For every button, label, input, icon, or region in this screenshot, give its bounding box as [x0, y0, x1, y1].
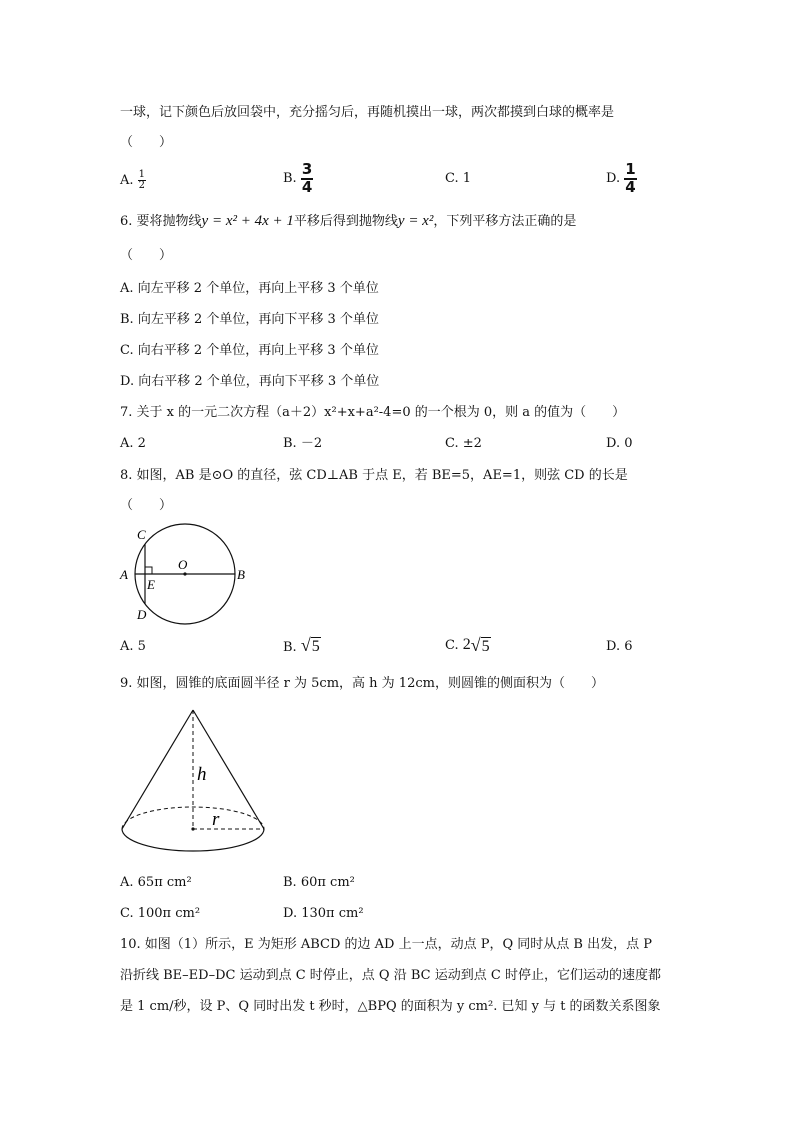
q9-stem: 9. 如图，圆锥的底面圆半径 r 为 5cm，高 h 为 12cm，则圆锥的侧面积为（ ）: [120, 676, 604, 691]
label-d: D: [137, 607, 147, 622]
cone-figure: [115, 705, 275, 855]
q7-stem: 7. 关于 x 的一元二次方程（a＋2）x²+x+a²-4=0 的一个根为 0，则 a 的值为（ ）: [120, 405, 626, 420]
q9-option-b[interactable]: B. 60π cm²: [283, 875, 355, 890]
q5-stem: 一球，记下颜色后放回袋中，充分摇匀后，再随机摸出一球，两次都摸到白球的概率是: [120, 105, 615, 120]
q6-stem: 6. 要将抛物线y = x² + 4x + 1平移后得到抛物线y = x²，下列平移方法正确的是: [120, 213, 577, 229]
center-point: [183, 572, 186, 575]
q8-option-d[interactable]: D. 6: [606, 639, 633, 654]
q5-option-b[interactable]: [283, 162, 313, 195]
q9-option-a[interactable]: A. 65π cm²: [120, 875, 192, 890]
q8-option-a[interactable]: A. 5: [120, 639, 146, 654]
option-label: A.: [120, 173, 134, 188]
base-center: [191, 827, 194, 830]
sqrt-expression: 2 √ 5: [462, 635, 490, 655]
q10-line-3: 是 1 cm/秒，设 P、Q 同时出发 t 秒时，△BPQ 的面积为 y cm². 已知 y 与 t 的函数关系图象: [120, 999, 661, 1014]
q7-option-c[interactable]: C. ±2: [445, 436, 482, 451]
q5-option-c[interactable]: C. 1: [445, 171, 472, 186]
q10-line-1: 10. 如图（1）所示，E 为矩形 ABCD 的边 AD 上一点，动点 P，Q 同时从点 B 出发，点 P: [120, 937, 652, 952]
expression-2: y = x²: [397, 213, 434, 229]
q9-option-d[interactable]: D. 130π cm²: [283, 906, 364, 921]
circle-figure: [115, 522, 255, 628]
option-label: C.: [445, 638, 459, 653]
q8-paren: （ ）: [120, 498, 173, 513]
fraction: $\frac{1}{2}$: [138, 169, 146, 191]
sqrt-expression: √ 5: [300, 635, 320, 655]
label-o: O: [178, 557, 188, 572]
q5-option-a[interactable]: [120, 170, 146, 191]
label-a: A: [120, 567, 128, 582]
fraction: $\frac{3}{4}$: [301, 160, 313, 196]
label-b: B: [237, 567, 245, 582]
q10-line-2: 沿折线 BE–ED–DC 运动到点 C 时停止，点 Q 沿 BC 运动到点 C 时停止，它们运动的速度都: [120, 968, 661, 983]
slant-left: [122, 710, 193, 829]
q8-option-c[interactable]: [445, 636, 491, 655]
q7-option-d[interactable]: D. 0: [606, 436, 633, 451]
label-r: r: [212, 809, 220, 830]
option-label: D.: [606, 171, 621, 186]
q6-option-d[interactable]: D. 向右平移 2 个单位，再向下平移 3 个单位: [120, 374, 380, 389]
label-c: C: [137, 527, 146, 542]
option-label: B.: [283, 640, 297, 655]
q6-option-c[interactable]: C. 向右平移 2 个单位，再向上平移 3 个单位: [120, 343, 379, 358]
expression-1: y = x² + 4x + 1: [201, 213, 294, 229]
q6-option-a[interactable]: A. 向左平移 2 个单位，再向上平移 3 个单位: [120, 281, 379, 296]
q7-option-b[interactable]: B. －2: [283, 436, 323, 451]
q5-option-d[interactable]: [606, 162, 637, 195]
label-h: h: [197, 764, 207, 785]
right-angle-mark: [145, 567, 152, 574]
q8-stem: 8. 如图，AB 是⊙O 的直径，弦 CD⊥AB 于点 E，若 BE=5，AE=1，则弦 CD 的长是: [120, 468, 628, 483]
q7-option-a[interactable]: A. 2: [120, 436, 146, 451]
q6-option-b[interactable]: B. 向左平移 2 个单位，再向下平移 3 个单位: [120, 312, 379, 327]
q8-option-b[interactable]: [283, 636, 321, 657]
q5-paren: （ ）: [120, 135, 173, 150]
base-front-arc: [122, 829, 264, 851]
q6-paren: （ ）: [120, 248, 173, 263]
q9-option-c[interactable]: C. 100π cm²: [120, 906, 201, 921]
option-label: B.: [283, 171, 297, 186]
fraction: $\frac{1}{4}$: [625, 160, 636, 196]
label-e: E: [147, 577, 155, 592]
